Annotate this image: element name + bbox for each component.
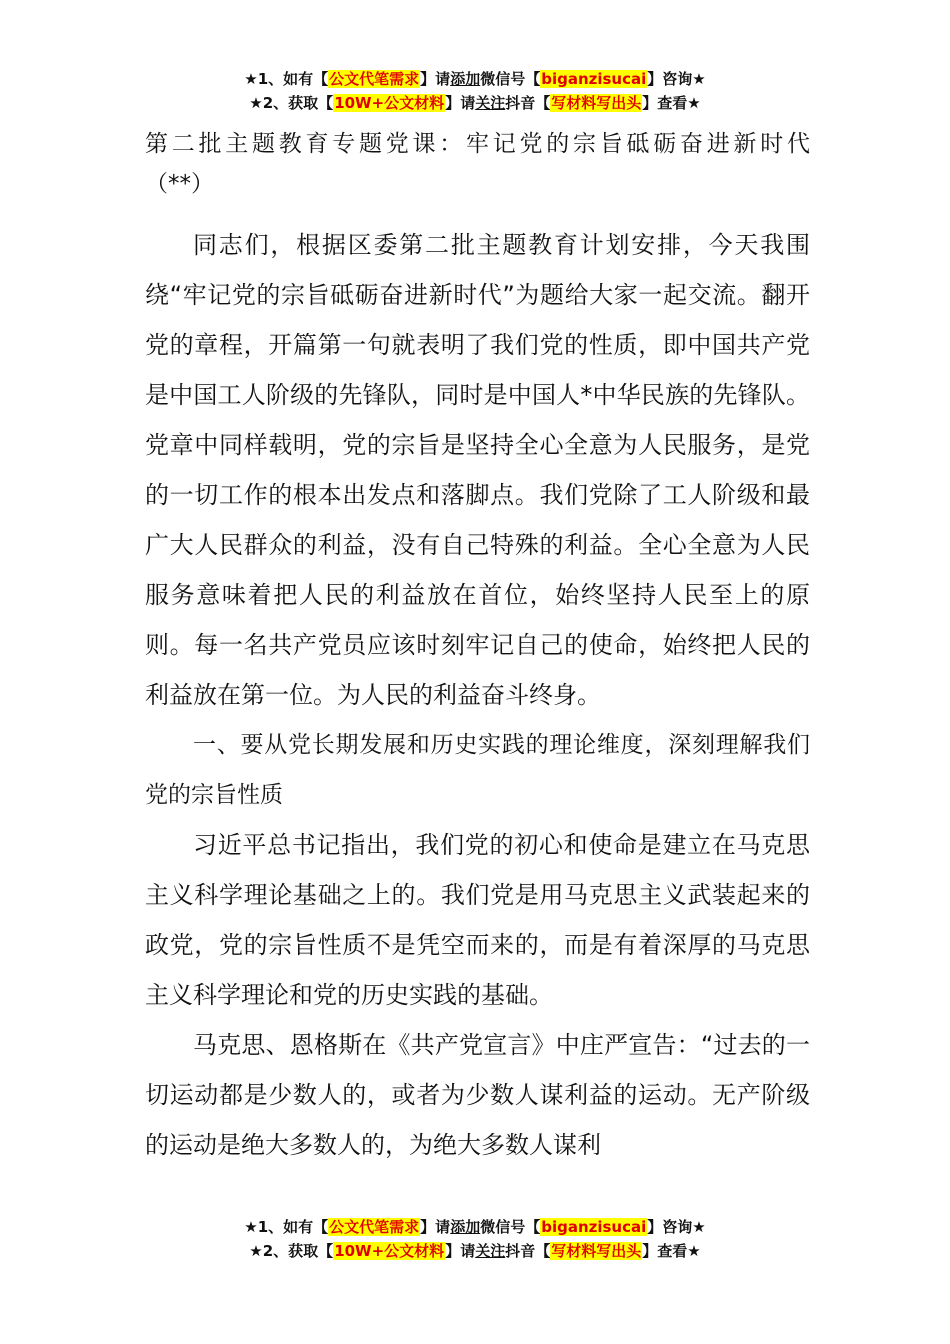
underlined-word: 添加 — [450, 1218, 481, 1236]
banner-text: ★2、获取【 — [249, 1242, 334, 1260]
banner-text: 微信号【 — [480, 70, 541, 88]
highlight-materials: 10W+公文材料 — [334, 94, 445, 112]
paragraph: 马克思、恩格斯在《共产党宣言》中庄严宣告：“过去的一切运动都是少数人的，或者为少数人谋利益的运动。无产阶级的运动是绝大多数人的，为绝大多数人谋利 — [145, 1031, 810, 1159]
banner-line-1 — [0, 68, 950, 92]
banner-line-1 — [0, 1216, 950, 1240]
banner-text: ★1、如有【 — [244, 70, 329, 88]
header-banner — [0, 68, 950, 116]
banner-text: 】咨询★ — [647, 70, 706, 88]
banner-text: 】查看★ — [642, 94, 701, 112]
highlight-douyin-id: 写材料写出头 — [551, 1242, 642, 1260]
banner-line-2 — [0, 92, 950, 116]
highlight-service: 公文代笔需求 — [329, 1218, 420, 1236]
paragraph: 同志们，根据区委第二批主题教育计划安排，今天我围绕“牢记党的宗旨砥砺奋进新时代”为题给大家一起交流。翻开党的章程，开篇第一句就表明了我们党的性质，即中国共产党是中国工人阶级的先锋队，同时是中国人*中华民族的先锋队。党章中同样载明，党的宗旨是坚持全心全意为人民服务，是党的一切工作的根本出发点和落脚点。我们党除了工人阶级和最广大人民群众的利益，没有自己特殊的利益。全心全意为人民服务意味着把人民的利益放在首位，始终坚持人民至上的原则。每一名共产党员应该时刻牢记自己的使命，始终把人民的利益放在第一位。为人民的利益奋斗终身。 — [145, 231, 810, 709]
underlined-word: 添加 — [450, 70, 481, 88]
banner-text: ★2、获取【 — [249, 94, 334, 112]
highlight-douyin-id: 写材料写出头 — [551, 94, 642, 112]
paragraph: 习近平总书记指出，我们党的初心和使命是建立在马克思主义科学理论基础之上的。我们党是用马克思主义武装起来的政党，党的宗旨性质不是凭空而来的，而是有着深厚的马克思主义科学理论和党的历史实践的基础。 — [145, 831, 810, 1009]
section-heading: 一、要从党长期发展和历史实践的理论维度，深刻理解我们党的宗旨性质 — [145, 732, 810, 808]
banner-line-2 — [0, 1240, 950, 1264]
banner-text: ★1、如有【 — [244, 1218, 329, 1236]
highlight-wechat-id: biganzisucai — [541, 70, 647, 88]
banner-text: 】请 — [420, 1218, 451, 1236]
footer-banner — [0, 1216, 950, 1264]
banner-text: 】请 — [420, 70, 451, 88]
banner-text: 】咨询★ — [647, 1218, 706, 1236]
banner-text: 微信号【 — [480, 1218, 541, 1236]
banner-text: 抖音【 — [505, 94, 551, 112]
highlight-materials: 10W+公文材料 — [334, 1242, 445, 1260]
highlight-wechat-id: biganzisucai — [541, 1218, 647, 1236]
document-author-placeholder: （**） — [145, 171, 214, 197]
underlined-word: 关注 — [475, 1242, 506, 1260]
banner-text: 】请 — [445, 1242, 476, 1260]
highlight-service: 公文代笔需求 — [329, 70, 420, 88]
document-body — [145, 122, 810, 1170]
banner-text: 】查看★ — [642, 1242, 701, 1260]
banner-text: 】请 — [445, 94, 476, 112]
underlined-word: 关注 — [475, 94, 506, 112]
banner-text: 抖音【 — [505, 1242, 551, 1260]
document-title: 第二批主题教育专题党课：牢记党的宗旨砥砺奋进新时代 — [145, 131, 810, 157]
